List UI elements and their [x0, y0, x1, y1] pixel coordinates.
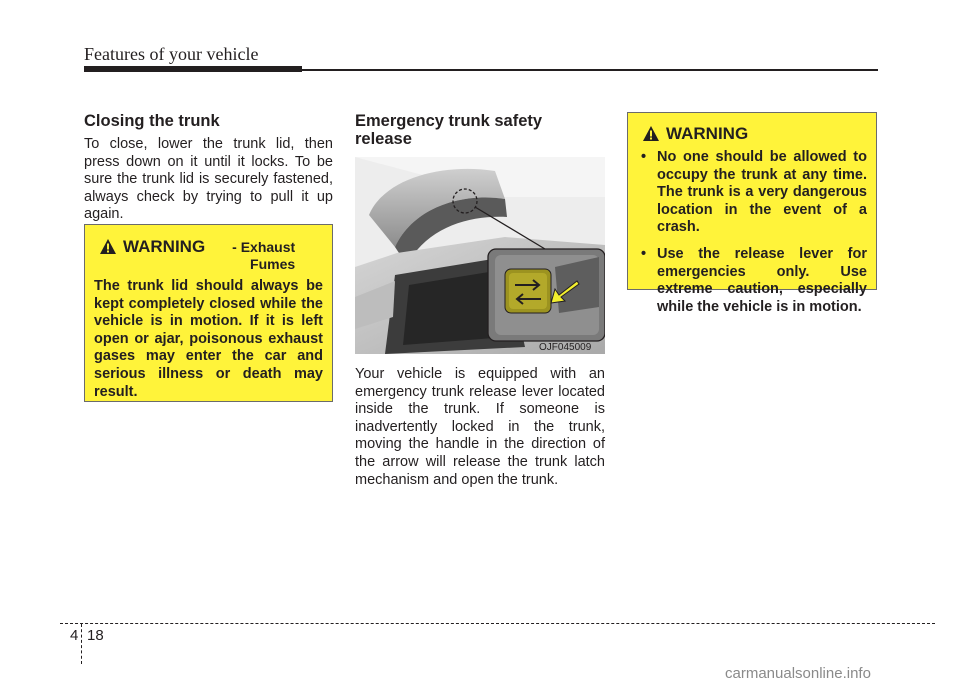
page-number: 18	[87, 627, 104, 644]
warning-exhaust-title: WARNING	[123, 237, 206, 256]
warning-main-bullet: • Use the release lever for emergencies only. Use extreme caution, especially while the vehicle is in motion.	[637, 246, 867, 316]
closing-heading: Closing the trunk	[84, 112, 220, 130]
trunk-release-figure	[355, 157, 605, 354]
warning-triangle-icon	[99, 238, 117, 255]
watermark: carmanualsonline.info	[725, 665, 871, 682]
warning-triangle-icon	[642, 125, 660, 142]
chapter-number: 4	[70, 627, 79, 644]
header-title: Features of your vehicle	[84, 44, 259, 64]
warning-main-list	[637, 149, 867, 316]
footer-divider	[81, 624, 82, 664]
figure-code: OJF045009	[539, 342, 592, 353]
warning-exhaust-text: The trunk lid should always be kept completely closed while the vehicle is in motion. If it is left open or ajar, poisonous exhaust gases may enter the car and serious illness or death may result.	[94, 278, 323, 400]
trunk-illustration	[355, 157, 605, 354]
footer-rule	[60, 623, 935, 624]
warning-main-box	[627, 112, 877, 315]
closing-text: To close, lower the trunk lid, then press down on it until it locks. To be sure the trunk lid is securely fastened, always check by trying to pull it up again.	[84, 136, 333, 223]
emergency-text: Your vehicle is equipped with an emergency trunk release lever located inside the trunk. If someone is inadvertently locked in the trunk, moving the handle in the direction of the arrow will release the trunk latch mechanism and open the trunk.	[355, 366, 605, 488]
header-rule	[84, 69, 878, 71]
emergency-heading: Emergency trunk safety release	[355, 112, 543, 148]
warning-main-title: WARNING	[666, 124, 749, 143]
warning-exhaust-subtitle: - Exhaust Fumes	[232, 239, 296, 272]
warning-exhaust-box	[84, 224, 333, 402]
warning-main-bullet: • No one should be allowed to occupy the trunk at any time. The trunk is a very dangerous location in the event of a crash.	[637, 149, 867, 237]
